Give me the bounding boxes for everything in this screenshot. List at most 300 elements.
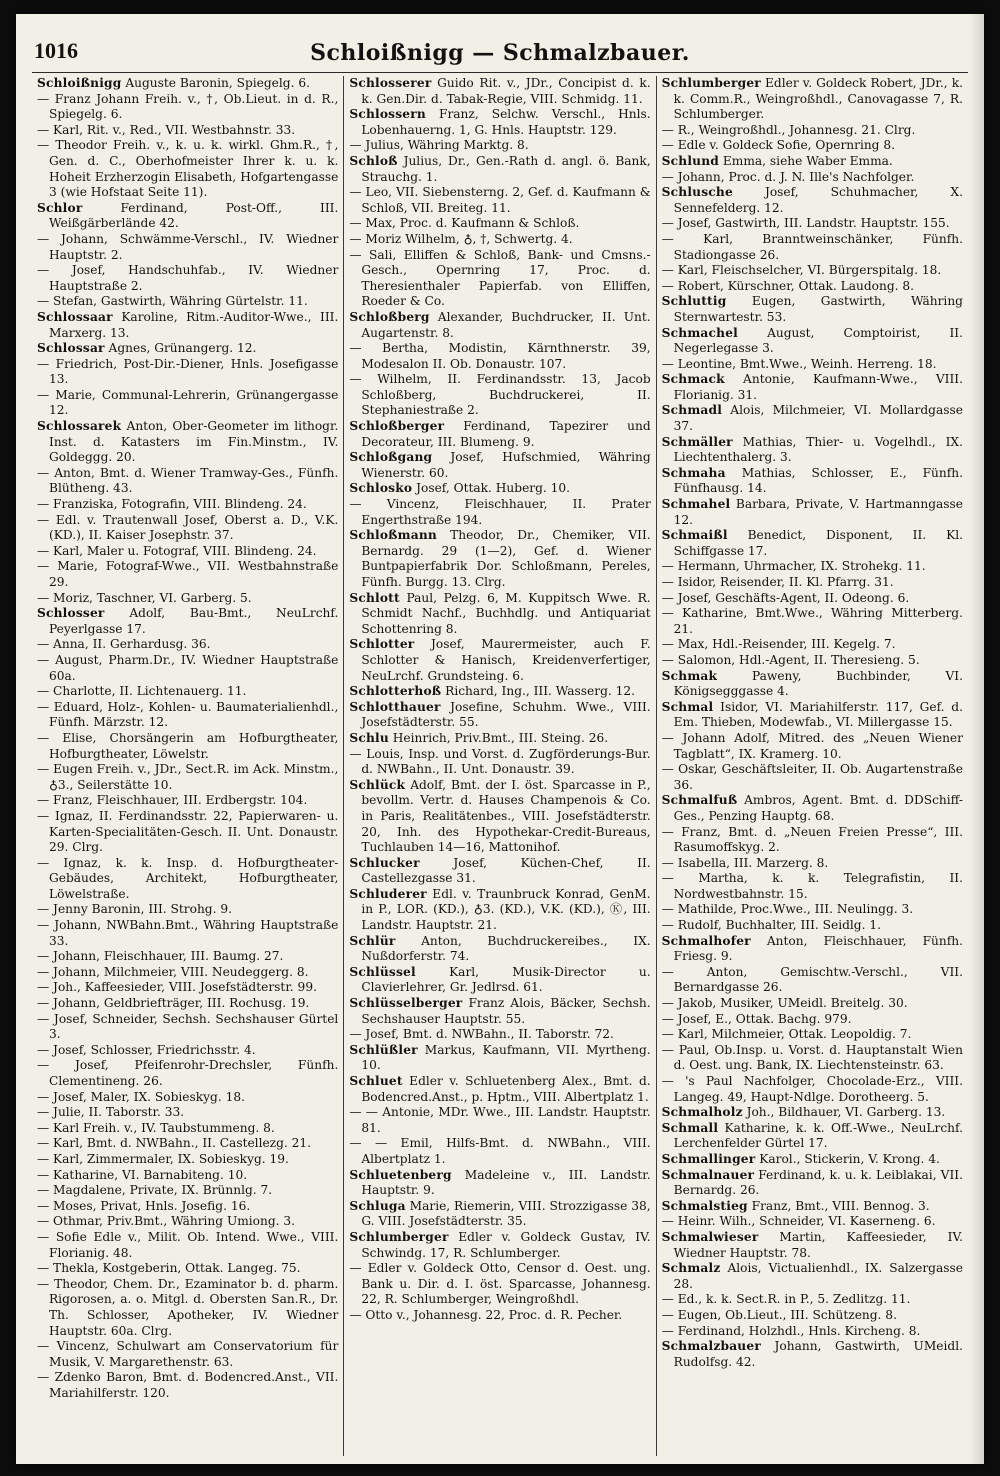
entry-details: — Hermann, Uhrmacher, IX. Strohekg. 11. <box>661 559 926 574</box>
entry-surname: Schmall <box>661 1120 719 1135</box>
directory-entry <box>349 747 650 778</box>
directory-entry <box>662 1261 963 1292</box>
directory-entry <box>349 684 650 700</box>
directory-entry <box>662 1324 963 1340</box>
entry-surname: Schluetenberg <box>349 1167 452 1182</box>
page-edge-shadow <box>970 14 984 1464</box>
directory-entry <box>662 700 963 731</box>
entry-details: — Moses, Privat, Hnls. Josefig. 16. <box>37 1198 251 1213</box>
directory-entry <box>37 965 338 981</box>
entry-details: Franz, Bmt., VIII. Bennog. 3. <box>747 1198 930 1213</box>
entry-surname: Schmachel <box>661 325 738 340</box>
directory-entry <box>37 1277 338 1339</box>
entry-details: Alois, Victualienhdl., IX. Salzergasse 28. <box>673 1261 963 1291</box>
directory-entry <box>349 1043 650 1074</box>
entry-surname: Schluet <box>349 1074 403 1088</box>
entry-details: Joh., Bildhauer, VI. Garberg. 13. <box>742 1105 946 1120</box>
entry-details: — Vincenz, Fleischhauer, II. Prater Engerthstraße 194. <box>349 497 651 527</box>
entry-surname: Schlucker <box>349 855 420 870</box>
directory-entry <box>37 949 338 965</box>
entry-surname: Schlosserer <box>349 76 432 90</box>
entry-details: — Josef, Handschuhfab., IV. Wiedner Hauptstraße 2. <box>37 263 339 293</box>
directory-entry <box>37 653 338 684</box>
entry-details: Josef, Schuhmacher, X. Sennefelderg. 12. <box>673 185 963 215</box>
directory-entry <box>662 528 963 559</box>
directory-entry <box>37 856 338 903</box>
directory-entry <box>662 559 963 575</box>
entry-details: — Johann, Geldbriefträger, III. Rochusg. 19. <box>37 996 310 1011</box>
entry-surname: Schmack <box>661 372 725 387</box>
directory-entry <box>37 1121 338 1137</box>
directory-entry <box>37 918 338 949</box>
directory-entry <box>37 1043 338 1059</box>
entry-details: — Karl, Fleischselcher, VI. Bürgerspitalg. 18. <box>661 263 942 278</box>
entry-details: Marie, Riemerin, VIII. Strozzigasse 38, G. VIII. Josefstädterstr. 35. <box>361 1198 651 1229</box>
directory-entry <box>349 248 650 310</box>
entry-details: — Bertha, Modistin, Kärnthnerstr. 39, Modesalon II. Ob. Donaustr. 107. <box>349 341 651 371</box>
entry-details: Adolf, Bmt. der I. öst. Sparcasse in P., bevollm. Vertr. d. Hauses Champenois & Co. in Paris, Realitätenbes., VIII. Josefstädterstr. 20, Inh. des Hypothekar-Credit-Bureaus, Tuchlauben 14—16, Mattonihof. <box>361 777 651 855</box>
directory-entry <box>37 357 338 388</box>
directory-entry <box>349 419 650 450</box>
directory-entry <box>662 669 963 700</box>
entry-details: — Karl, Bmt. d. NWBahn., II. Castellezg. 21. <box>37 1136 312 1151</box>
entry-details: — Franziska, Fotografin, VIII. Blindeng. 24. <box>37 497 307 512</box>
entry-details: — August, Pharm.Dr., IV. Wiedner Hauptstraße 60a. <box>37 652 339 683</box>
directory-entry <box>662 1230 963 1261</box>
directory-entry <box>37 92 338 123</box>
entry-details: — Josef, Gastwirth, III. Landstr. Hauptstr. 155. <box>661 216 950 231</box>
entry-details: — Karl, Maler u. Fotograf, VIII. Blindeng. 24. <box>37 543 317 558</box>
entry-details: — R., Weingroßhdl., Johannesg. 21. Clrg. <box>661 122 916 137</box>
entry-surname: Schmadl <box>661 403 723 418</box>
directory-entry <box>662 1121 963 1152</box>
entry-surname: Schmalfuß <box>661 793 738 808</box>
directory-entry <box>349 1027 650 1043</box>
entry-details: — Salomon, Hdl.-Agent, II. Theresieng. 5. <box>661 652 920 667</box>
directory-entry <box>662 653 963 669</box>
directory-entry <box>662 357 963 373</box>
directory-entry <box>349 341 650 372</box>
directory-entry <box>37 1105 338 1121</box>
entry-details: Isidor, VI. Mariahilferstr. 117, Gef. d. Em. Thieben, Modewfab., VI. Millergasse 15. <box>673 699 963 730</box>
entry-details: — Eugen Freih. v., JDr., Sect.R. im Ack. Minstm., ♁3., Seilerstätte 10. <box>37 762 339 792</box>
entry-details: — Jakob, Musiker, UMeidl. Breitelg. 30. <box>661 996 908 1011</box>
directory-entry <box>37 793 338 809</box>
entry-surname: Schmalstieg <box>661 1198 748 1213</box>
directory-entry <box>349 1261 650 1308</box>
entry-surname: Schmalwieser <box>661 1229 759 1244</box>
directory-entry <box>349 232 650 248</box>
entry-details: — Martha, k. k. Telegrafistin, II. Nordwestbahnstr. 15. <box>661 871 963 901</box>
directory-entry <box>662 793 963 824</box>
entry-details: — Leontine, Bmt.Wwe., Weinh. Herreng. 18. <box>661 356 937 371</box>
entry-surname: Schluga <box>349 1198 406 1213</box>
directory-entry <box>662 934 963 965</box>
directory-entry <box>349 934 650 965</box>
entry-details: — Heinr. Wilh., Schneider, VI. Kaserneng. 6. <box>661 1214 936 1229</box>
directory-entry <box>662 1027 963 1043</box>
entry-details: — Josef, Maler, IX. Sobieskyg. 18. <box>37 1089 245 1104</box>
directory-entry <box>37 466 338 497</box>
entry-details: — Paul, Ob.Insp. u. Vorst. d. Hauptanstalt Wien d. Oest. ung. Bank, IX. Liechtensteinstr. 63. <box>661 1042 963 1073</box>
directory-page <box>16 14 984 1464</box>
entry-details: — Josef, Schneider, Sechsh. Sechshauser Gürtel 3. <box>37 1011 339 1042</box>
directory-entry <box>37 902 338 918</box>
entry-surname: Schmalnauer <box>661 1167 755 1182</box>
directory-entry <box>349 700 650 731</box>
entry-details: — Othmar, Priv.Bmt., Währing Umiong. 3. <box>37 1214 296 1229</box>
directory-entry <box>349 1230 650 1261</box>
entry-details: — Eugen, Ob.Lieut., III. Schützeng. 8. <box>661 1307 897 1322</box>
directory-entry <box>349 497 650 528</box>
directory-entry <box>37 123 338 139</box>
entry-details: — Anton, Gemischtw.-Verschl., VII. Bernardgasse 26. <box>661 964 963 995</box>
entry-details: — Robert, Kürschner, Ottak. Laudong. 8. <box>661 278 915 293</box>
directory-entry <box>662 497 963 528</box>
entry-details: — Karl, Milchmeier, Ottak. Leopoldig. 7. <box>661 1027 912 1042</box>
entry-details: Emma, siehe Waber Emma. <box>719 153 893 168</box>
columns <box>32 76 968 1456</box>
entry-surname: Schlusche <box>661 185 733 200</box>
entry-details: — Josef, E., Ottak. Bachg. 979. <box>661 1011 852 1026</box>
directory-entry <box>37 1152 338 1168</box>
directory-entry <box>662 1168 963 1199</box>
directory-entry <box>662 637 963 653</box>
entry-details: Franz Alois, Bäcker, Sechsh. Sechshauser Hauptstr. 55. <box>361 996 651 1026</box>
entry-details: — Ignaz, II. Ferdinandsstr. 22, Papierwaren- u. Karten-Specialitäten-Gesch. II. Unt. Donaustr. 29. Clrg. <box>37 808 339 855</box>
entry-surname: Schlüsselberger <box>349 996 463 1011</box>
directory-entry <box>37 1183 338 1199</box>
directory-entry <box>662 1105 963 1121</box>
entry-details: — — Emil, Hilfs-Bmt. d. NWBahn., VIII. Albertplatz 1. <box>349 1136 651 1166</box>
entry-surname: Schlossaar <box>37 309 113 324</box>
entry-details: Guido Rit. v., JDr., Concipist d. k. k. Gen.Dir. d. Tabak-Regie, VIII. Schmidg. 11. <box>361 76 651 106</box>
directory-entry <box>662 403 963 434</box>
directory-entry <box>662 965 963 996</box>
directory-entry <box>37 591 338 607</box>
directory-entry <box>37 1136 338 1152</box>
entry-details: Katharine, k. k. Off.-Wwe., NeuLrchf. Lerchenfelder Gürtel 17. <box>673 1120 963 1151</box>
entry-details: — Sofie Edle v., Milit. Ob. Intend. Wwe., VIII. Florianig. 48. <box>37 1229 339 1260</box>
directory-entry <box>37 497 338 513</box>
entry-details: — Isidor, Reisender, II. Kl. Pfarrg. 31. <box>661 575 894 589</box>
directory-entry <box>662 606 963 637</box>
entry-details: Adolf, Bau-Bmt., NeuLrchf. Peyerlgasse 17. <box>49 606 339 636</box>
entry-details: — Jenny Baronin, III. Strohg. 9. <box>37 902 232 917</box>
directory-entry <box>37 1012 338 1043</box>
directory-entry <box>349 528 650 590</box>
directory-entry <box>349 310 650 341</box>
directory-entry <box>37 1339 338 1370</box>
column-middle <box>343 76 655 1456</box>
entry-details: — Sali, Elliffen & Schloß, Bank- und Cmsns.-Gesch., Opernring 17, Proc. d. Theresienthaler Papierfab. von Elliffen, Roeder & Co. <box>349 247 651 309</box>
entry-details: — Max, Proc. d. Kaufmann & Schloß. <box>349 216 580 231</box>
directory-entry <box>349 965 650 996</box>
directory-entry <box>662 575 963 591</box>
directory-entry <box>349 76 650 107</box>
directory-entry <box>662 1074 963 1105</box>
directory-entry <box>37 1199 338 1215</box>
directory-entry <box>37 1370 338 1401</box>
entry-surname: Schloißnigg <box>37 76 122 90</box>
entry-surname: Schmalholz <box>661 1105 743 1120</box>
directory-entry <box>349 107 650 138</box>
directory-entry <box>37 1058 338 1089</box>
directory-entry <box>349 778 650 856</box>
entry-details: Paweny, Buchbinder, VI. Königsegggasse 4. <box>673 668 963 699</box>
directory-entry <box>37 310 338 341</box>
entry-details: Julius, Dr., Gen.-Rath d. angl. ö. Bank, Strauchg. 1. <box>361 153 651 184</box>
entry-details: Edler v. Schluetenberg Alex., Bmt. d. Bodencred.Anst., p. Hptm., VIII. Albertplatz 1. <box>361 1074 651 1104</box>
entry-surname: Schlossar <box>37 341 105 356</box>
entry-details: — Zdenko Baron, Bmt. d. Bodencred.Anst., VII. Mariahilferstr. 120. <box>37 1370 339 1400</box>
entry-surname: Schlotter <box>349 637 415 652</box>
entry-surname: Schlumberger <box>349 1229 449 1244</box>
entry-details: Mathias, Schlosser, E., Fünfh. Fünfhausg. 14. <box>673 465 963 496</box>
entry-surname: Schlumberger <box>661 76 761 90</box>
entry-details: — Magdalene, Private, IX. Brünnlg. 7. <box>37 1183 273 1198</box>
directory-entry <box>662 1292 963 1308</box>
directory-entry <box>349 450 650 481</box>
directory-entry <box>349 887 650 934</box>
entry-details: — Marie, Communal-Lehrerin, Grünangergasse 12. <box>37 387 339 418</box>
directory-entry <box>662 216 963 232</box>
entry-details: — Anton, Bmt. d. Wiener Tramway-Ges., Fünfh. Blütheng. 43. <box>37 465 339 496</box>
entry-details: — Josef, Schlosser, Friedrichsstr. 4. <box>37 1042 256 1057</box>
entry-surname: Schlotthauer <box>349 699 441 714</box>
directory-entry <box>662 263 963 279</box>
directory-entry <box>662 154 963 170</box>
entry-details: Auguste Baronin, Spiegelg. 6. <box>121 76 310 90</box>
directory-entry <box>349 185 650 216</box>
directory-entry <box>662 1012 963 1028</box>
entry-details: Franz, Selchw. Verschl., Hnls. Lobenhauerng. 1, G. Hnls. Hauptstr. 129. <box>361 107 651 137</box>
directory-entry <box>37 544 338 560</box>
entry-details: — Oskar, Geschäftsleiter, II. Ob. Augartenstraße 36. <box>661 762 963 792</box>
entry-details: — Karl Freih. v., IV. Taubstummeng. 8. <box>37 1120 275 1135</box>
entry-details: — Johann Adolf, Mitred. des „Neuen Wiener Tagblatt“, IX. Kramerg. 10. <box>661 730 963 761</box>
directory-entry <box>662 871 963 902</box>
entry-surname: Schlossarek <box>37 419 122 434</box>
entry-details: — Josef, Bmt. d. NWBahn., II. Taborstr. 72. <box>349 1027 614 1042</box>
entry-surname: Schlu <box>349 730 389 745</box>
entry-surname: Schmalz <box>661 1261 721 1276</box>
directory-entry <box>662 918 963 934</box>
entry-details: Richard, Ing., III. Wasserg. 12. <box>441 684 636 699</box>
entry-details: Ferdinand, Post-Off., III. Weißgärberlände 42. <box>49 200 339 231</box>
entry-details: — Edle v. Goldeck Sofie, Opernring 8. <box>661 138 895 153</box>
directory-entry <box>37 138 338 200</box>
directory-entry <box>37 1090 338 1106</box>
entry-surname: Schluttig <box>661 294 727 309</box>
entry-details: Ferdinand, k. u. k. Leiblakai, VII. Bernardg. 26. <box>673 1167 963 1198</box>
directory-entry <box>349 138 650 154</box>
entry-details: Mathias, Thier- u. Vogelhdl., IX. Liechtenthalerg. 3. <box>673 434 963 465</box>
entry-surname: Schmalhofer <box>661 933 751 948</box>
entry-details: — Julius, Währing Marktg. 8. <box>349 138 529 153</box>
entry-details: — Rudolf, Buchhalter, III. Seidlg. 1. <box>661 918 881 933</box>
directory-entry <box>37 559 338 590</box>
directory-entry <box>662 466 963 497</box>
entry-details: — Julie, II. Taborstr. 33. <box>37 1105 185 1120</box>
entry-surname: Schlor <box>37 200 83 215</box>
directory-entry <box>37 606 338 637</box>
entry-details: — Vincenz, Schulwart am Conservatorium für Musik, V. Margarethenstr. 63. <box>37 1339 339 1369</box>
entry-details: — Friedrich, Post-Dir.-Diener, Hnls. Josefigasse 13. <box>37 356 339 387</box>
directory-entry <box>37 809 338 856</box>
entry-details: Heinrich, Priv.Bmt., III. Steing. 26. <box>388 730 609 745</box>
directory-entry <box>349 216 650 232</box>
directory-entry <box>662 731 963 762</box>
entry-surname: Schlück <box>349 777 406 792</box>
directory-entry <box>662 996 963 1012</box>
directory-entry <box>662 856 963 872</box>
entry-details: — Eduard, Holz-, Kohlen- u. Baumaterialienhdl., Fünfh. Märzstr. 12. <box>37 699 339 730</box>
entry-details: — Leo, VII. Siebensterng. 2, Gef. d. Kaufmann & Schloß, VII. Breiteg. 11. <box>349 185 651 215</box>
directory-entry <box>662 1308 963 1324</box>
directory-entry <box>37 1168 338 1184</box>
entry-surname: Schmak <box>661 668 718 683</box>
entry-details: — Stefan, Gastwirth, Währing Gürtelstr. 11. <box>37 294 308 309</box>
column-right <box>656 76 968 1456</box>
directory-entry <box>37 419 338 466</box>
entry-details: — Wilhelm, II. Ferdinandsstr. 13, Jacob Schloßberg, Buchdruckerei, II. Stephaniestraße 2. <box>349 372 651 418</box>
page-header <box>32 34 968 73</box>
directory-entry <box>349 481 650 497</box>
directory-entry <box>37 684 338 700</box>
entry-details: — Anna, II. Gerhardusg. 36. <box>37 637 211 652</box>
entry-details: — Johann, Fleischhauer, III. Baumg. 27. <box>37 949 284 964</box>
directory-entry <box>37 1230 338 1261</box>
entry-details: — Franz, Bmt. d. „Neuen Freien Presse“, III. Rasumoffskyg. 2. <box>661 824 963 855</box>
directory-entry <box>662 372 963 403</box>
entry-details: Markus, Kaufmann, VII. Myrtheng. 10. <box>361 1042 651 1073</box>
entry-details: — Ferdinand, Holzhdl., Hnls. Kircheng. 8. <box>661 1323 921 1338</box>
entry-surname: Schlüßler <box>349 1042 418 1057</box>
entry-surname: Schlosser <box>37 606 105 621</box>
entry-surname: Schmallinger <box>661 1151 756 1166</box>
entry-surname: Schloßberg <box>349 309 430 324</box>
directory-entry <box>37 1261 338 1277</box>
directory-entry <box>37 388 338 419</box>
entry-details: — Ed., k. k. Sect.R. in P., 5. Zedlitzg. 11. <box>661 1292 911 1307</box>
entry-details: — Franz, Fleischhauer, III. Erdbergstr. 104. <box>37 793 308 808</box>
directory-entry <box>349 1308 650 1324</box>
entry-surname: Schloßgang <box>349 450 433 465</box>
entry-details: — Karl, Zimmermaler, IX. Sobieskyg. 19. <box>37 1151 289 1166</box>
entry-details: Anton, Buchdruckereibes., IX. Nußdorferstr. 74. <box>361 933 651 964</box>
directory-entry <box>349 996 650 1027</box>
entry-surname: Schmalzbauer <box>661 1339 761 1354</box>
directory-entry <box>662 1043 963 1074</box>
entry-surname: Schmaha <box>661 465 726 480</box>
directory-entry <box>37 637 338 653</box>
directory-entry <box>349 1199 650 1230</box>
entry-details: — 's Paul Nachfolger, Chocolade-Erz., VIII. Langeg. 49, Haupt-Ndlge. Dorotheerg. 5. <box>661 1074 963 1104</box>
directory-entry <box>349 856 650 887</box>
entry-details: — Thekla, Kostgeberin, Ottak. Langeg. 75. <box>37 1261 301 1276</box>
directory-entry <box>662 185 963 216</box>
directory-entry <box>349 1136 650 1167</box>
entry-surname: Schlür <box>349 933 396 948</box>
directory-entry <box>37 731 338 762</box>
entry-details: — Edler v. Goldeck Otto, Censor d. Oest. ung. Bank u. Dir. d. I. öst. Sparcasse, Johannesg. 22, R. Schlumberger, Weingroßhdl. <box>349 1261 651 1307</box>
entry-details: Theodor, Dr., Chemiker, VII. Bernardg. 29 (1—2), Gef. d. Wiener Buntpapierfabrik Dor. Schloßmann, Pereles, Fünfh. Burgg. 13. Clrg. <box>361 528 651 589</box>
entry-details: — Johann, NWBahn.Bmt., Währing Hauptstraße 33. <box>37 918 339 948</box>
entry-details: — Marie, Fotograf-Wwe., VII. Westbahnstraße 29. <box>37 559 339 589</box>
entry-details: Agnes, Grünangerg. 12. <box>104 341 257 356</box>
directory-entry <box>662 435 963 466</box>
entry-surname: Schluderer <box>349 886 427 901</box>
column-left <box>32 76 343 1456</box>
entry-details: Edler v. Goldeck Robert, JDr., k. k. Comm.R., Weingroßhdl., Canovagasse 7, R. Schlumberger. <box>673 76 963 122</box>
directory-entry <box>349 1074 650 1105</box>
directory-entry <box>662 123 963 139</box>
entry-surname: Schlott <box>349 590 400 605</box>
entry-surname: Schmahel <box>661 497 731 512</box>
entry-details: Barbara, Private, V. Hartmanngasse 12. <box>673 497 963 527</box>
entry-details: Josef, Maurermeister, auch F. Schlotter & Hanisch, Kreidenverfertiger, NeuLrchf. Grundsteing. 6. <box>361 637 651 683</box>
directory-entry <box>349 1168 650 1199</box>
entry-details: Alois, Milchmeier, VI. Mollardgasse 37. <box>673 403 963 434</box>
entry-details: Johann, Gastwirth, UMeidl. Rudolfsg. 42. <box>673 1339 963 1369</box>
entry-details: Josef, Ottak. Huberg. 10. <box>412 481 571 496</box>
entry-details: Ferdinand, Tapezirer und Decorateur, III. Blumeng. 9. <box>361 419 651 449</box>
entry-details: Anton, Fleischhauer, Fünfh. Friesg. 9. <box>673 933 963 964</box>
entry-details: — Theodor Freih. v., k. u. k. wirkl. Ghm.R., †, Gen. d. C., Oberhofmeister Ihrer k. u. k. Hoheit Erzherzogin Elisabeth, Hofgartengasse 3 (wie Hofstaat Seite 11). <box>37 138 339 200</box>
entry-details: Josef, Hufschmied, Währing Wienerstr. 60. <box>361 450 651 480</box>
entry-details: — Elise, Chorsängerin am Hofburgtheater, Hofburgtheater, Löwelstr. <box>37 730 339 761</box>
entry-details: — Edl. v. Trautenwall Josef, Oberst a. D., V.K. (KD.), II. Kaiser Josephstr. 37. <box>37 512 339 543</box>
entry-surname: Schmaißl <box>661 528 728 543</box>
entry-details: — Johann, Proc. d. J. N. Ille's Nachfolger. <box>661 169 915 184</box>
entry-surname: Schlüssel <box>349 964 416 979</box>
entry-details: Alexander, Buchdrucker, II. Unt. Augartenstr. 8. <box>361 309 651 340</box>
directory-entry <box>662 1199 963 1215</box>
entry-details: — Karl, Branntweinschänker, Fünfh. Stadiongasse 26. <box>661 231 963 262</box>
directory-entry <box>349 154 650 185</box>
entry-details: Ambros, Agent. Bmt. d. DDSchiff-Ges., Penzing Hauptg. 68. <box>673 793 963 823</box>
entry-details: Edl. v. Traunbruck Konrad, GenM. in P., LOR. (KD.), ♁3. (KD.), V.K. (KD.), Ⓚ, III. Landstr. Hauptstr. 21. <box>361 886 651 933</box>
entry-details: Martin, Kaffeesieder, IV. Wiedner Hauptstr. 78. <box>673 1229 963 1260</box>
directory-entry <box>662 825 963 856</box>
directory-entry <box>37 294 338 310</box>
entry-details: — Otto v., Johannesg. 22, Proc. d. R. Pecher. <box>349 1307 623 1322</box>
directory-entry <box>37 201 338 232</box>
entry-surname: Schlotterhoß <box>349 684 442 699</box>
directory-entry <box>37 762 338 793</box>
entry-details: — Mathilde, Proc.Wwe., III. Neulingg. 3. <box>661 902 914 917</box>
page-number: 1016 <box>34 38 78 63</box>
entry-details: — Louis, Insp. und Vorst. d. Zugförderungs-Bur. d. NWBahn., II. Unt. Donaustr. 39. <box>349 746 651 777</box>
running-head: Schloißnigg — Schmalzbauer. <box>310 40 690 66</box>
entry-surname: Schmal <box>661 699 714 714</box>
entry-details: — Isabella, III. Marzerg. 8. <box>661 855 829 870</box>
entry-details: — Katharine, VI. Barnabiteng. 10. <box>37 1167 248 1182</box>
entry-surname: Schloßmann <box>349 528 437 543</box>
directory-entry <box>37 700 338 731</box>
directory-entry <box>37 232 338 263</box>
directory-entry <box>349 1105 650 1136</box>
entry-details: Josefine, Schuhm. Wwe., VIII. Josefstädterstr. 55. <box>361 699 651 730</box>
entry-details: — Joh., Kaffeesieder, VIII. Josefstädterstr. 99. <box>37 980 317 995</box>
entry-details: Madeleine v., III. Landstr. Hauptstr. 9. <box>361 1167 651 1198</box>
entry-details: Paul, Pelzg. 6, M. Kuppitsch Wwe. R. Schmidt Nachf., Buchhdlg. und Antiquariat Schottenring 8. <box>361 590 651 636</box>
entry-details: — Josef, Geschäfts-Agent, II. Odeong. 6. <box>661 590 910 605</box>
directory-entry <box>37 513 338 544</box>
entry-details: — Charlotte, II. Lichtenauerg. 11. <box>37 684 247 699</box>
entry-details: — Franz Johann Freih. v., †, Ob.Lieut. in d. R., Spiegelg. 6. <box>37 91 339 122</box>
